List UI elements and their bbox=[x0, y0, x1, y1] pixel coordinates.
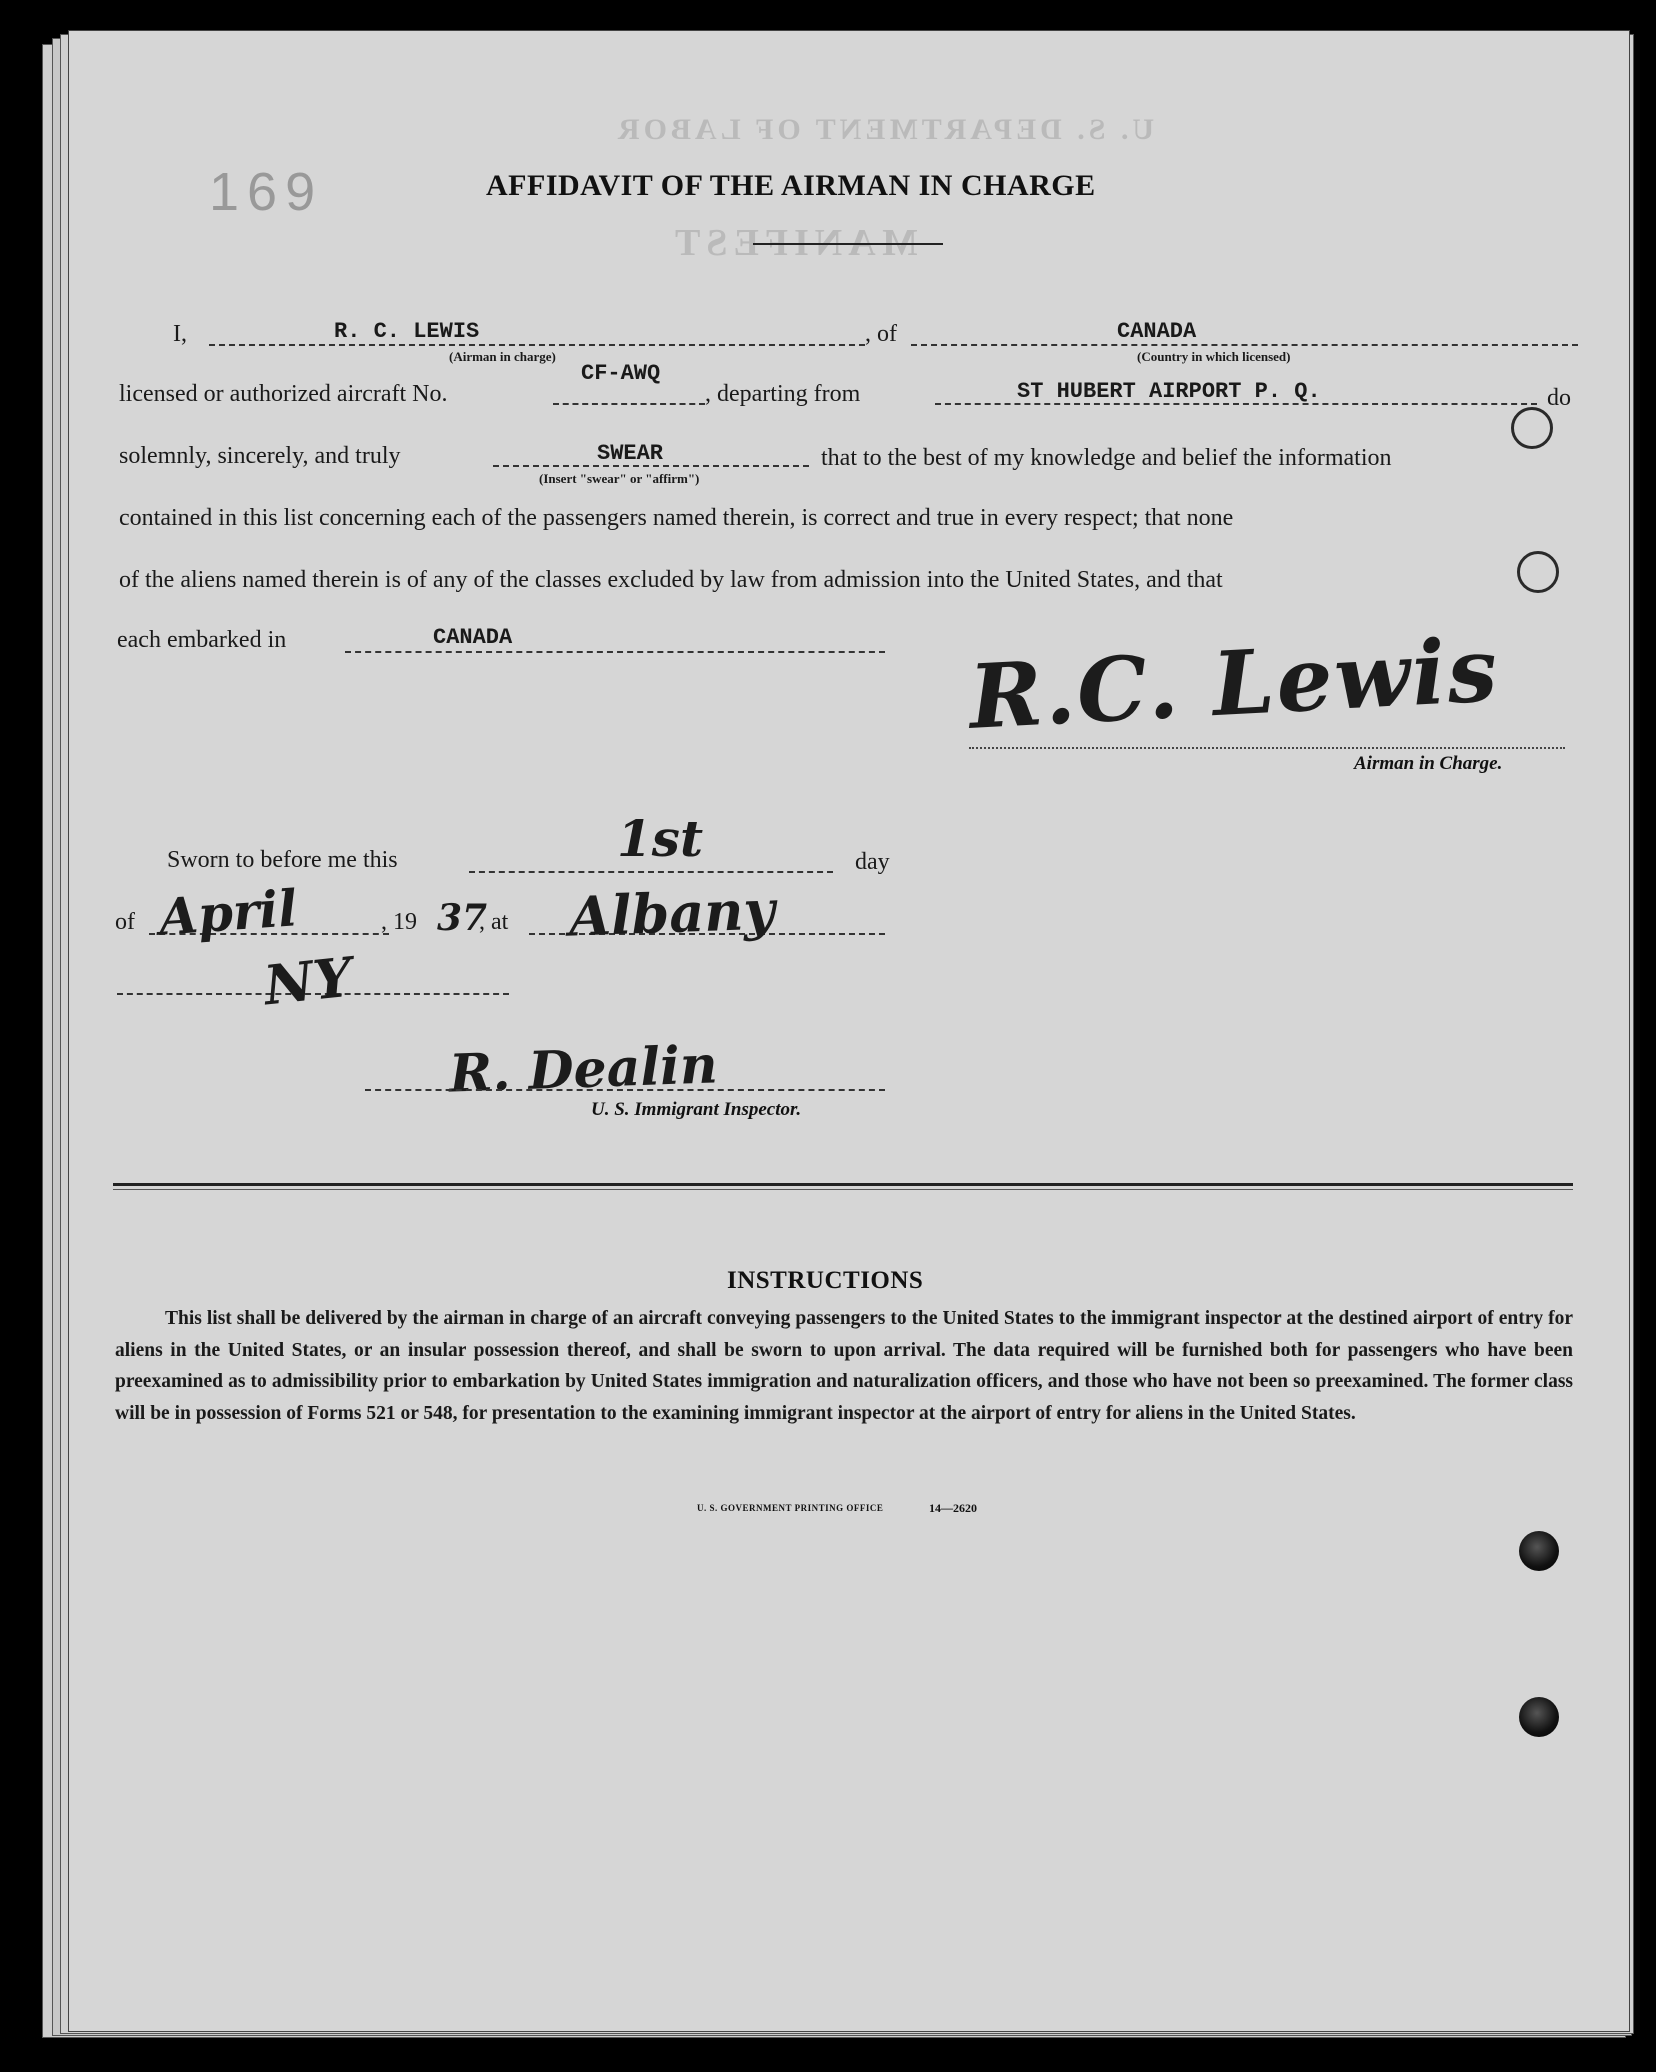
row1-prefix: I, bbox=[173, 321, 187, 347]
aircraft-no-value: CF-AWQ bbox=[581, 361, 661, 386]
embarked-value: CANADA bbox=[433, 625, 513, 650]
aircraft-label: licensed or authorized aircraft No. bbox=[119, 381, 448, 407]
oath-value: SWEAR bbox=[597, 441, 664, 466]
aircraft-line bbox=[553, 403, 705, 405]
sworn-day-word: day bbox=[855, 849, 890, 875]
inspector-signature-line bbox=[365, 1089, 885, 1091]
sworn-month-value: April bbox=[157, 878, 299, 947]
punch-hole bbox=[1519, 1697, 1559, 1737]
instructions-heading: INSTRUCTIONS bbox=[727, 1267, 924, 1294]
sworn-place-value: Albany bbox=[567, 877, 776, 949]
row1-of: , of bbox=[865, 321, 897, 347]
margin-circle-mark bbox=[1517, 551, 1559, 593]
title-rule bbox=[753, 243, 943, 245]
sworn-year-value: 37 bbox=[437, 897, 488, 939]
embarked-line bbox=[345, 651, 885, 653]
form-code: 14—2620 bbox=[929, 1501, 977, 1515]
sworn-label: Sworn to before me this bbox=[167, 847, 398, 873]
section-divider-thin bbox=[113, 1189, 1573, 1190]
margin-circle-mark bbox=[1511, 407, 1553, 449]
page-title: AFFIDAVIT OF THE AIRMAN IN CHARGE bbox=[486, 169, 1096, 202]
departing-label: , departing from bbox=[705, 381, 861, 407]
country-value: CANADA bbox=[1117, 319, 1197, 344]
sworn-year-prefix: , 19 bbox=[381, 909, 417, 935]
country-line bbox=[911, 344, 1578, 346]
oath-caption: (Insert "swear" or "affirm") bbox=[539, 471, 700, 486]
airman-signature: R.C. Lewis bbox=[966, 617, 1502, 749]
airman-sig-caption: Airman in Charge. bbox=[1354, 753, 1503, 774]
sworn-at: , at bbox=[479, 909, 509, 935]
instructions-body: This list shall be delivered by the airman in charge of an aircraft conveying passengers to the United States to the immigrant inspector at the destined airport of entry for aliens in the United States, or an insular possession thereof, and shall be sworn to upon arrival. The data required will be furnished both for passengers who have been preexamined as to admissibility prior to embarkation by United States immigration and naturalization officers, and those who have not been so preexamined. The former class will be in possession of Forms 521 or 548, for presentation to the examining immigrant inspector at the airport of entry for aliens in the United States. bbox=[115, 1308, 1573, 1424]
departing-value: ST HUBERT AIRPORT P. Q. bbox=[1017, 379, 1321, 404]
affidavit-page bbox=[68, 30, 1630, 2032]
sworn-state-value: NY bbox=[260, 944, 356, 1018]
sworn-of: of bbox=[115, 909, 135, 935]
bleed-through-manifest: MANIFEST bbox=[669, 222, 918, 264]
airman-name-line bbox=[209, 344, 865, 346]
row4-text: contained in this list concerning each of the passengers named therein, is correct and true in every respect; that none bbox=[119, 505, 1234, 531]
airman-signature-line bbox=[969, 747, 1565, 749]
row3-label: solemnly, sincerely, and truly bbox=[119, 443, 401, 469]
row3-rest: that to the best of my knowledge and belief the information bbox=[821, 445, 1392, 471]
row2-do: do bbox=[1547, 385, 1571, 411]
airman-name-value: R. C. LEWIS bbox=[334, 319, 480, 344]
embarked-label: each embarked in bbox=[117, 627, 287, 653]
airman-caption: (Airman in charge) bbox=[449, 349, 556, 364]
row5-text: of the aliens named therein is of any of the classes excluded by law from admission into the United States, and that bbox=[119, 567, 1223, 593]
punch-hole bbox=[1519, 1531, 1559, 1571]
bleed-through-department: U. S. DEPARTMENT OF LABOR bbox=[614, 113, 1155, 146]
section-divider bbox=[113, 1183, 1573, 1186]
stamp-number: 169 bbox=[209, 162, 324, 222]
printer-imprint: U. S. GOVERNMENT PRINTING OFFICE bbox=[697, 1503, 884, 1513]
sworn-day-line bbox=[469, 871, 833, 873]
country-caption: (Country in which licensed) bbox=[1137, 349, 1291, 364]
inspector-caption: U. S. Immigrant Inspector. bbox=[591, 1099, 802, 1120]
sworn-day-value: 1st bbox=[617, 809, 704, 868]
inspector-signature: R. Dealin bbox=[448, 1034, 719, 1105]
